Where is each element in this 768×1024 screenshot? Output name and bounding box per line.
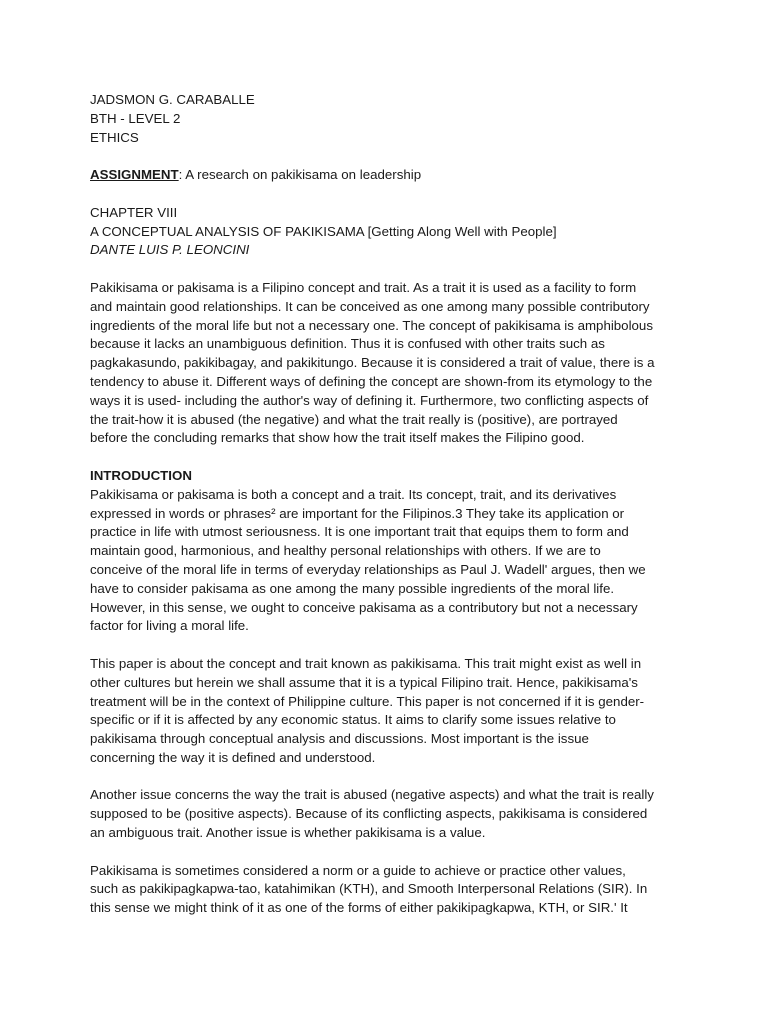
chapter-block (90, 204, 690, 260)
assignment-text: : A research on pakikisama on leadership (178, 167, 422, 183)
paragraph-line: Another issue concerns the way the trait is abused (negative aspects) and what the trait is really (90, 787, 654, 803)
paragraph-line: have to consider pakisama as one among the many possible ingredients of the moral life. (90, 580, 615, 596)
abstract-line: because it lacks an unambiguous definition. Thus it is confused with other traits such as (90, 336, 605, 352)
paragraph-line: pakikisama through conceptual analysis and discussions. Most important is the issue (90, 731, 589, 747)
paragraph-line: such as pakikipagkapwa-tao, katahimikan (KTH), and Smooth Interpersonal Relations (SIR). In (90, 881, 648, 897)
paragraph-line: practice in life with utmost seriousness. It is one important trait that equips them to form and (90, 524, 629, 540)
chapter-title: A CONCEPTUAL ANALYSIS OF PAKIKISAMA [Getting Along Well with People] (90, 223, 557, 239)
paragraph-line: expressed in words or phrases² are important for the Filipinos.3 They take its application or (90, 505, 625, 521)
abstract-line: ingredients of the moral life but not a necessary one. The concept of pakikisama is amphibolous (90, 317, 653, 333)
abstract-line: the trait-how it is abused (the negative) and what the trait really is (positive), are portrayed (90, 411, 618, 427)
document-page (90, 91, 690, 918)
paragraph-line: an ambiguous trait. Another issue is whether pakikisama is a value. (90, 825, 486, 841)
paragraph-line: Pakikisama is sometimes considered a norm or a guide to achieve or practice other values, (90, 862, 626, 878)
paragraph-line: conceive of the moral life in terms of everyday relationships as Paul J. Wadell' argues, then we (90, 561, 646, 577)
abstract-line: tendency to abuse it. Different ways of defining the concept are shown-from its etymology to the (90, 373, 653, 389)
intro-paragraph-1 (90, 486, 690, 636)
paragraph-line: This paper is about the concept and trait known as pakikisama. This trait might exist as well in (90, 655, 642, 671)
header-block (90, 91, 690, 147)
paragraph-line: specific or if it is affected by any economic status. It aims to clarify some issues relative to (90, 712, 616, 728)
chapter-number: CHAPTER VIII (90, 204, 178, 220)
student-name: JADSMON G. CARABALLE (90, 92, 255, 107)
intro-paragraph-3 (90, 786, 690, 842)
intro-paragraph-4 (90, 862, 690, 918)
paragraph-line: this sense we might think of it as one of the forms of either pakikipagkapwa, KTH, or SIR.' It (90, 900, 628, 916)
chapter-author: DANTE LUIS P. LEONCINI (90, 242, 250, 258)
assignment-label: ASSIGNMENT (90, 167, 179, 183)
paragraph-line: Pakikisama or pakisama is both a concept and a trait. Its concept, trait, and its derivatives (90, 486, 617, 502)
course-level: BTH - LEVEL 2 (90, 110, 181, 126)
paragraph-line: concerning the way it is defined and understood. (90, 749, 376, 765)
abstract-line: Pakikisama or pakisama is a Filipino concept and trait. As a trait it is used as a facility to form (90, 279, 637, 295)
paragraph-line: factor for living a moral life. (90, 618, 249, 634)
paragraph-line: other cultures but herein we shall assume that it is a typical Filipino trait. Hence, pakikisama's (90, 674, 638, 690)
paragraph-line: supposed to be (positive aspects). Because of its conflicting aspects, pakikisama is considered (90, 806, 648, 822)
paragraph-line: However, in this sense, we ought to conceive pakisama as a contributory but not a necessary (90, 599, 638, 615)
subject-name: ETHICS (90, 129, 139, 145)
abstract-line: pagkakasundo, pakikibagay, and pakikitungo. Because it is considered a trait of value, there is a (90, 355, 655, 371)
introduction-heading: INTRODUCTION (90, 467, 192, 483)
assignment-line (90, 166, 690, 185)
paragraph-line: maintain good, harmonious, and healthy personal relationships with others. If we are to (90, 543, 601, 559)
abstract-line: and maintain good relationships. It can be conceived as one among many possible contributory (90, 298, 650, 314)
abstract-line: before the concluding remarks that show how the trait itself makes the Filipino good. (90, 430, 585, 446)
paragraph-line: treatment will be in the context of Philippine culture. This paper is not concerned if it is gender- (90, 693, 645, 709)
abstract-line: ways it is used- including the author's way of defining it. Furthermore, two conflicting aspects of (90, 392, 649, 408)
intro-paragraph-2 (90, 655, 690, 768)
abstract-paragraph (90, 279, 690, 448)
